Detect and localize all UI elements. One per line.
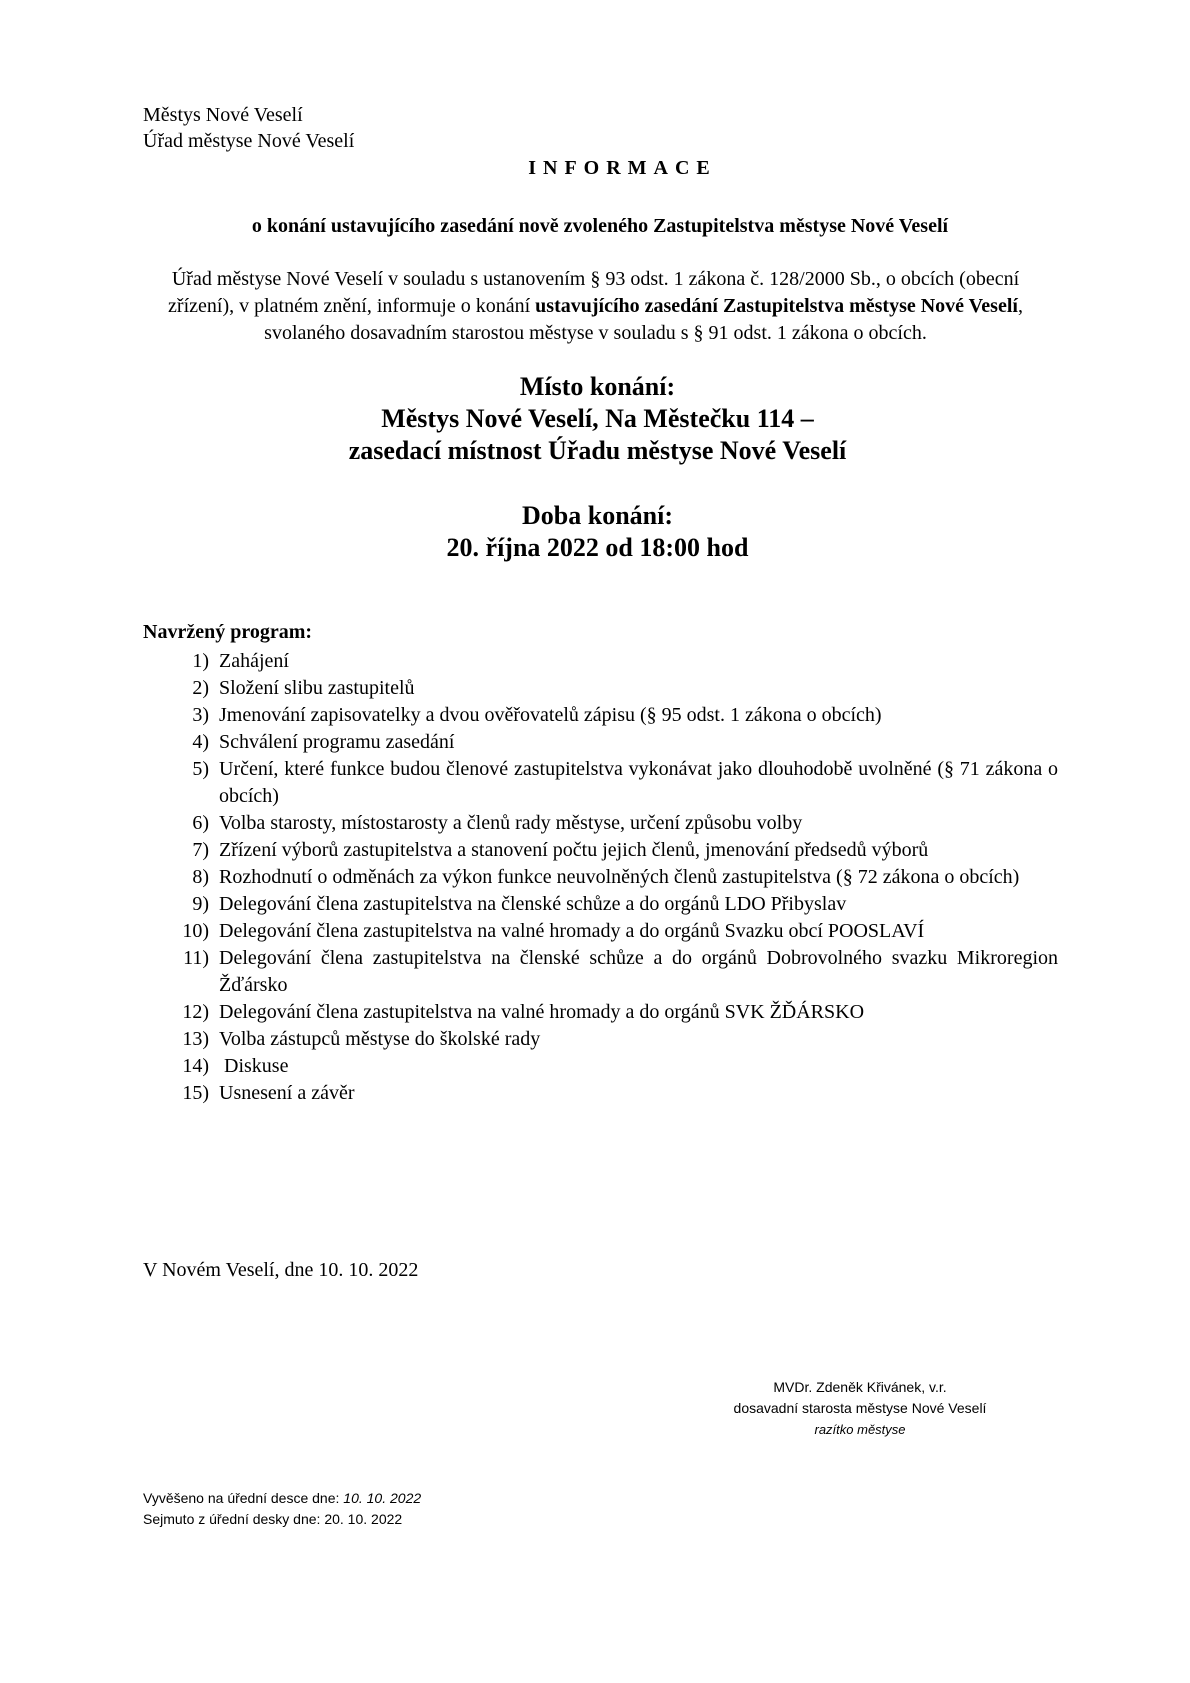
intro-text-part1: Úřad městyse Nové Veselí v souladu s ustanovením § 93 odst. 1 zákona č. 128/2000 Sb., o obcích (obecní zřízení), v platném znění, informuje o konání (168, 268, 1020, 317)
program-item (143, 675, 1058, 702)
venue-block (0, 371, 1190, 467)
program-item-number: 9) (192, 893, 209, 915)
program-item-number: 4) (192, 731, 209, 753)
program-item (143, 864, 1058, 891)
program-item-number: 13) (182, 1028, 209, 1050)
program-item-number: 3) (192, 704, 209, 726)
stamp-note: razítko městyse (814, 1422, 906, 1437)
program-item-text: Diskuse (219, 1055, 289, 1077)
program-heading: Navržený program: (143, 621, 313, 643)
program-item (143, 1026, 1058, 1053)
program-item-text: Usnesení a závěr (219, 1082, 355, 1104)
program-item (143, 1080, 1058, 1107)
program-item-number: 11) (183, 947, 209, 969)
program-list (143, 648, 1058, 1107)
program-item (143, 756, 1058, 810)
program-item-number: 1) (192, 650, 209, 672)
program-item-number: 8) (192, 866, 209, 888)
posted-line (143, 1488, 421, 1509)
program-item (143, 702, 1058, 729)
program-item (143, 810, 1058, 837)
program-item-text: Delegování člena zastupitelstva na členské schůze a do orgánů LDO Přibyslav (219, 893, 847, 915)
signatory-role: dosavadní starosta městyse Nové Veselí (733, 1400, 987, 1416)
program-item-number: 6) (192, 812, 209, 834)
program-item (143, 918, 1058, 945)
program-item-text: Složení slibu zastupitelů (219, 677, 415, 699)
program-item-text: Určení, které funkce budou členové zastupitelstva vykonávat jako dlouhodobě uvolněné (§ 71 zákona o obcích) (219, 758, 1058, 807)
intro-text-bold: ustavujícího zasedání Zastupitelstva městyse Nové Veselí (535, 295, 1018, 317)
place-and-date: V Novém Veselí, dne 10. 10. 2022 (143, 1259, 419, 1281)
program-item-text: Volba starosty, místostarosty a členů rady městyse, určení způsobu volby (219, 812, 803, 834)
program-item-text: Volba zástupců městyse do školské rady (219, 1028, 541, 1050)
program-item-text: Jmenování zapisovatelky a dvou ověřovatelů zápisu (§ 95 odst. 1 zákona o obcích) (219, 704, 882, 726)
municipality-name: Městys Nové Veselí (143, 104, 303, 126)
sender-block (143, 102, 354, 154)
program-item-number: 2) (192, 677, 209, 699)
posted-date: 10. 10. 2022 (343, 1490, 422, 1506)
program-item (143, 729, 1058, 756)
program-item-number: 12) (182, 1001, 209, 1023)
program-item (143, 648, 1058, 675)
program-item-number: 5) (192, 758, 209, 780)
posting-info (143, 1488, 421, 1530)
venue-line-2: zasedací místnost Úřadu městyse Nové Veselí (348, 436, 847, 465)
venue-line-1: Městys Nové Veselí, Na Městečku 114 – (381, 404, 814, 433)
program-item-text: Delegování člena zastupitelstva na valné hromady a do orgánů Svazku obcí POOSLAVÍ (219, 920, 925, 942)
removed-label: Sejmuto z úřední desky dne: (143, 1511, 325, 1527)
program-item-text: Schválení programu zasedání (219, 731, 455, 753)
program-item-number: 15) (182, 1082, 209, 1104)
program-item (143, 891, 1058, 918)
program-item-text: Delegování člena zastupitelstva na členské schůze a do orgánů Dobrovolného svazku Mikroregion Žďársko (219, 947, 1058, 996)
program-item-number: 14) (182, 1055, 209, 1077)
signatory-name: MVDr. Zdeněk Křivánek, v.r. (773, 1379, 947, 1395)
document-title: INFORMACE (528, 157, 717, 179)
removed-date: 20. 10. 2022 (324, 1511, 403, 1527)
posted-label: Vyvěšeno na úřední desce dne: (143, 1490, 344, 1506)
program-item-number: 7) (192, 839, 209, 861)
intro-text-part2: , svolaného dosavadním starostou městyse v souladu s § 91 odst. 1 zákona o obcích. (264, 295, 1023, 344)
document-subtitle: o konání ustavujícího zasedání nově zvoleného Zastupitelstva městyse Nové Veselí (251, 215, 949, 237)
program-item (143, 999, 1058, 1026)
program-item (143, 837, 1058, 864)
program-item (143, 945, 1058, 999)
time-label: Doba konání: (522, 501, 673, 530)
program-item-text: Delegování člena zastupitelstva na valné hromady a do orgánů SVK ŽĎÁRSKO (219, 1001, 865, 1023)
signature-block (700, 1377, 1020, 1440)
program-item-text: Zahájení (219, 650, 289, 672)
program-item (143, 1053, 1058, 1080)
office-name: Úřad městyse Nové Veselí (143, 130, 355, 152)
venue-label: Místo konání: (519, 372, 676, 401)
time-block (0, 500, 1190, 564)
program-item-number: 10) (182, 920, 209, 942)
intro-paragraph (143, 266, 1048, 347)
time-value: 20. října 2022 od 18:00 hod (446, 533, 749, 562)
program-item-text: Rozhodnutí o odměnách za výkon funkce neuvolněných členů zastupitelstva (§ 72 zákona o obcích) (219, 866, 1020, 888)
removed-line (143, 1509, 421, 1530)
program-item-text: Zřízení výborů zastupitelstva a stanovení počtu jejich členů, jmenování předsedů výborů (219, 839, 929, 861)
